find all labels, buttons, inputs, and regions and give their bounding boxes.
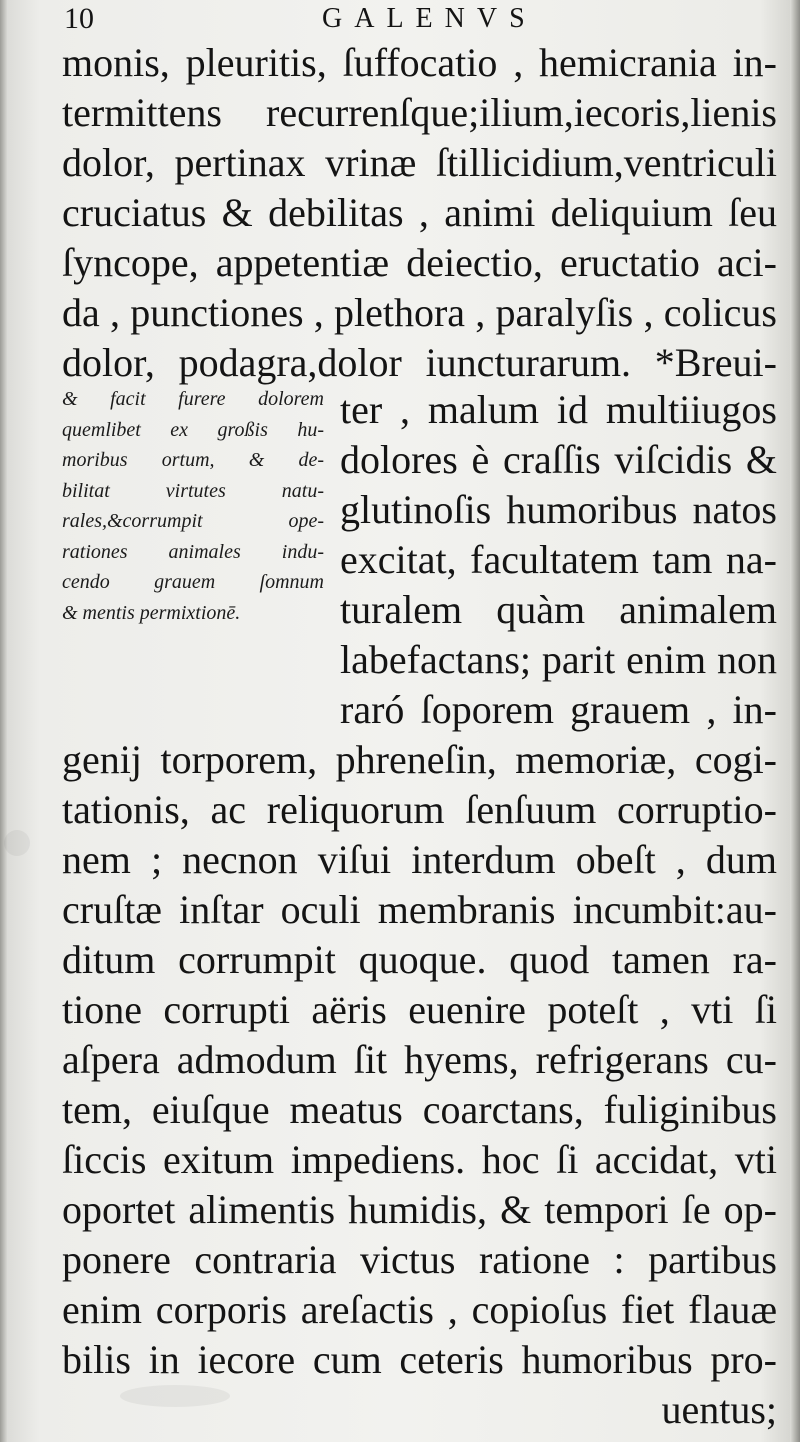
catchword: uentus;	[661, 1387, 777, 1432]
text-line: aſpera admodum ſit hyems, refrigerans cu-	[62, 1037, 777, 1082]
page-left-edge-shadow	[0, 0, 8, 1442]
marginal-note-line: rales,&corrumpit ope-	[62, 510, 324, 532]
text-line: termittens recurrenſque;ilium,iecoris,lienis	[62, 90, 777, 135]
text-line: dolor, podagra,dolor iuncturarum. *Breui-	[62, 340, 777, 385]
text-line: monis, pleuritis, ſuffocatio , hemicrania in-	[62, 40, 777, 85]
text-line: turalem quàm animalem	[340, 587, 777, 632]
page-right-edge-shadow	[790, 0, 800, 1442]
text-line: ſiccis exitum impediens. hoc ſi accidat, vti	[62, 1137, 777, 1182]
marginal-note-line: quemlibet ex großis hu-	[62, 418, 324, 441]
page-header	[64, 0, 784, 40]
text-line: nem ; necnon viſui interdum obeſt , dum	[62, 837, 777, 882]
text-line: tationis, ac reliquorum ſenſuum corruptio-	[62, 787, 777, 832]
text-line: da , punctiones , plethora , paralyſis , colicus	[62, 290, 777, 335]
text-line: dolores è craſſis viſcidis &	[340, 437, 777, 482]
page-number: 10	[64, 2, 94, 35]
text-line: dolor, pertinax vrinæ ſtillicidium,ventriculi	[62, 140, 777, 185]
marginal-note-line: & facit furere dolorem	[62, 388, 324, 410]
text-line: labefactans; parit enim non	[340, 637, 777, 682]
marginal-note-line: rationes animales indu-	[62, 540, 324, 563]
text-line: excitat, facultatem tam na-	[340, 537, 777, 582]
text-line: bilis in iecore cum ceteris humoribus pro-	[62, 1337, 777, 1382]
text-line: tione corrupti aëris euenire poteſt , vti ſi	[62, 987, 777, 1032]
marginal-note-line: cendo grauem ſomnum	[62, 571, 324, 593]
text-line: glutinoſis humoribus natos	[340, 487, 777, 532]
text-line: ter , malum id multiiugos	[340, 387, 777, 432]
marginal-note	[62, 384, 324, 628]
text-line: enim corporis areſactis , copioſus fiet flauæ	[62, 1287, 777, 1332]
marginal-note-line: moribus ortum, & de-	[62, 449, 324, 471]
text-line: tem, eiuſque meatus coarctans, fuliginibus	[62, 1087, 777, 1132]
marginal-note-line: bilitat virtutes natu-	[62, 479, 324, 502]
text-line: ponere contraria victus ratione : partibus	[62, 1237, 777, 1282]
text-line: genij torporem, phreneſin, memoriæ, cogi-	[62, 737, 777, 782]
marginal-note-line: & mentis permixtionē.	[62, 601, 241, 624]
text-line: cruciatus & debilitas , animi deliquium ſeu	[62, 190, 777, 235]
text-line: ditum corrumpit quoque. quod tamen ra-	[62, 937, 777, 982]
text-line: raró ſoporem grauem , in-	[340, 687, 777, 732]
text-line: cruſtæ inſtar oculi membranis incumbit:au-	[62, 887, 777, 932]
text-line: oportet alimentis humidis, & tempori ſe op-	[62, 1187, 777, 1232]
ink-smudge	[4, 830, 30, 856]
text-line: ſyncope, appetentiæ deiectio, eructatio aci-	[62, 240, 777, 285]
running-head: GALENVS	[322, 3, 537, 34]
